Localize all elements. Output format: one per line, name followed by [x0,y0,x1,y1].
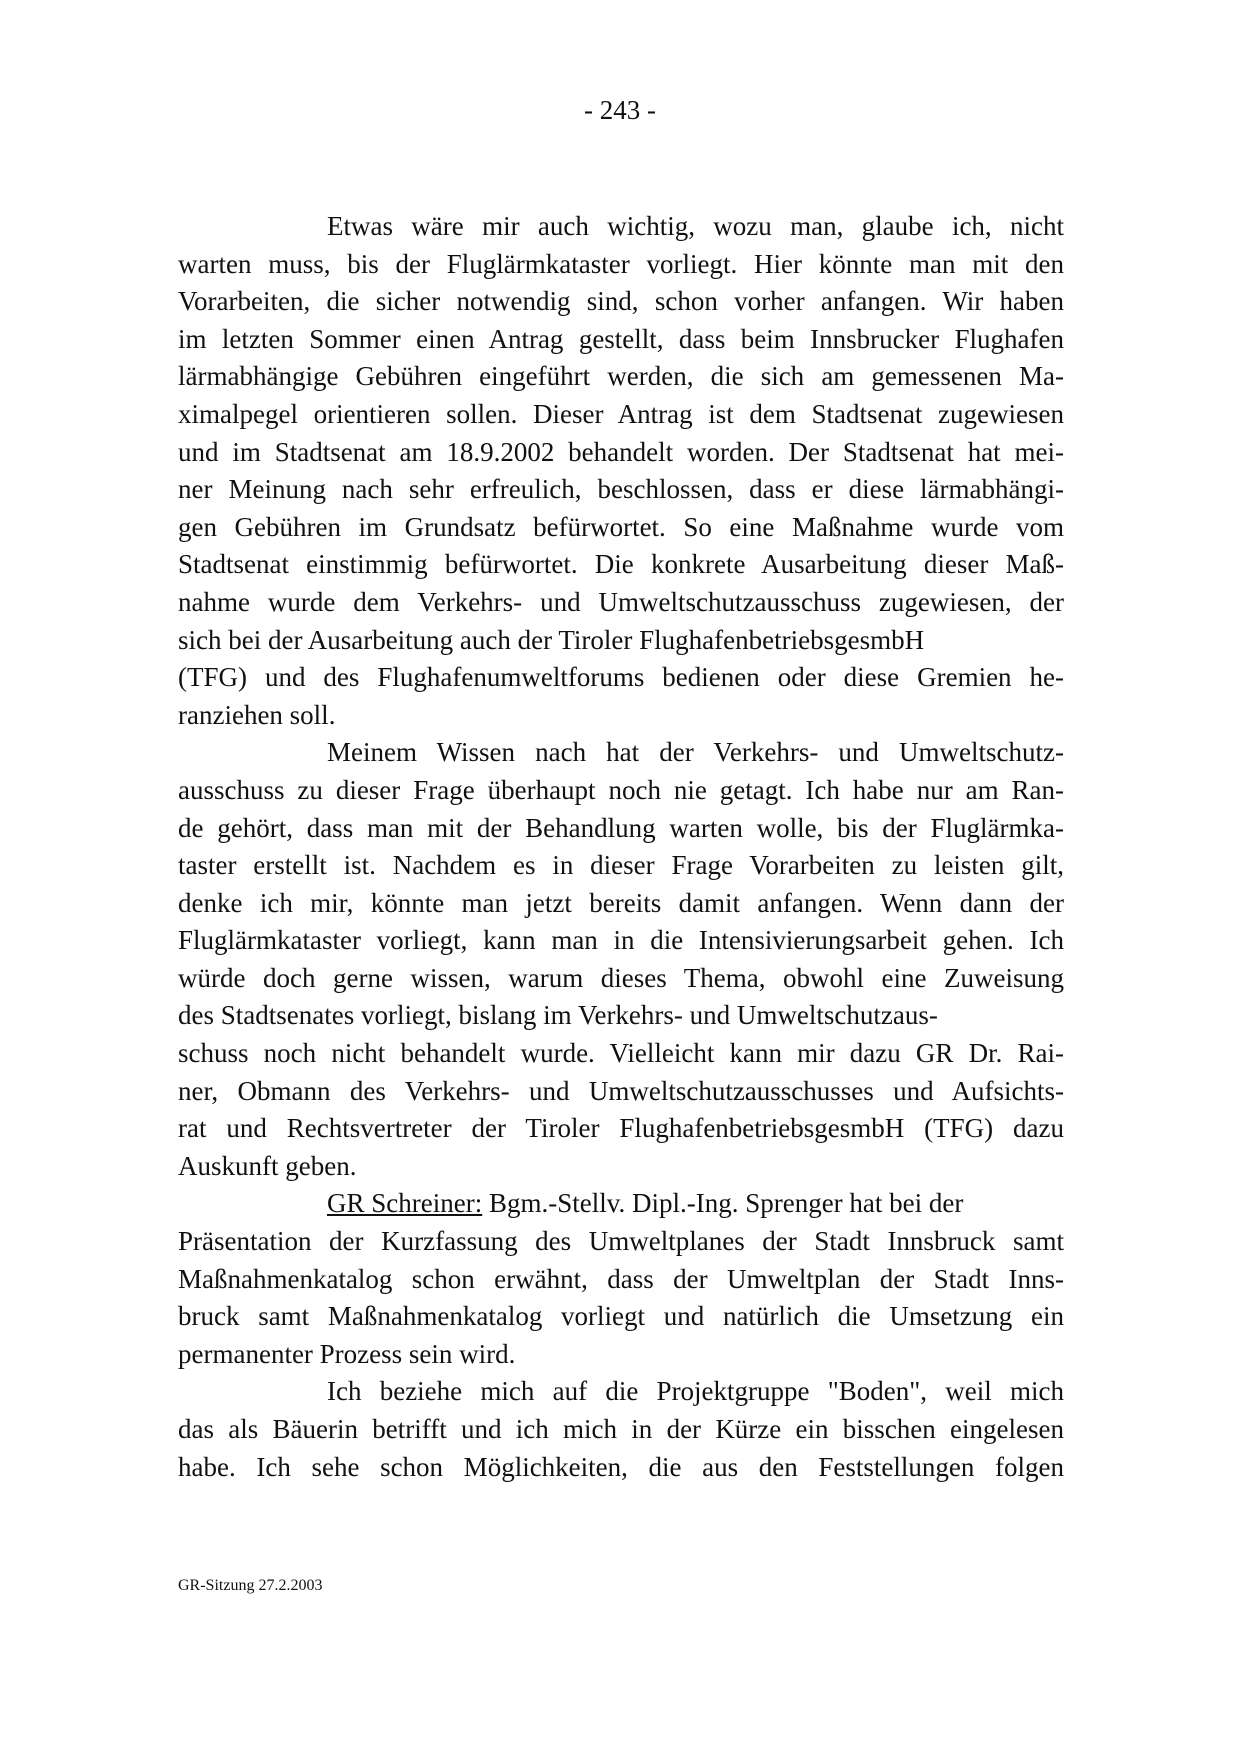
text-line: taster erstellt ist. Nachdem es in dieser Frage Vorarbeiten zu leisten gilt, [178,850,1064,881]
text-line: ner Meinung nach sehr erfreulich, beschlossen, dass er diese lärmabhängi- [178,474,1064,505]
text-line: bruck samt Maßnahmenkatalog vorliegt und natürlich die Umsetzung ein [178,1301,1064,1332]
document-body [178,208,1064,1486]
text-line: das als Bäuerin betrifft und ich mich in der Kürze ein bisschen eingelesen [178,1414,1064,1444]
text-line: würde doch gerne wissen, warum dieses Thema, obwohl eine Zuweisung [178,962,1064,993]
speaker-line [178,1185,1064,1223]
text-line: rat und Rechtsvertreter der Tiroler FlughafenbetriebsgesmbH (TFG) dazu [178,1113,1064,1144]
speaker-name: GR Schreiner: [327,1188,483,1219]
text-line: Maßnahmenkatalog schon erwähnt, dass der Umweltplan der Stadt Inns- [178,1263,1064,1294]
page-footer: GR-Sitzung 27.2.2003 [178,1577,323,1594]
text-line: permanenter Prozess sein wird. [178,1338,516,1369]
text-line: habe. Ich sehe schon Möglichkeiten, die aus den Feststellungen folgen [178,1451,1064,1482]
text-line: Fluglärmkataster vorliegt, kann man in die Intensivierungsarbeit gehen. Ich [178,925,1064,956]
text-line: (TFG) und des Flughafenumweltforums bedienen oder diese Gremien he- [178,662,1064,693]
text-line: ausschuss zu dieser Frage überhaupt noch nie getagt. Ich habe nur am Ran- [178,774,1064,805]
speaker-text: Bgm.-Stellv. Dipl.-Ing. Sprenger hat bei der [488,1188,964,1219]
text-line: ranziehen soll. [178,699,336,730]
text-line: gen Gebühren im Grundsatz befürwortet. So eine Maßnahme wurde vom [178,511,1064,542]
text-line: nahme wurde dem Verkehrs- und Umweltschutzausschuss zugewiesen, der [178,586,1064,617]
text-line: lärmabhängige Gebühren eingeführt werden, die sich am gemessenen Ma- [178,361,1064,392]
text-line: ximalpegel orientieren sollen. Dieser Antrag ist dem Stadtsenat zugewiesen [178,398,1064,429]
text-line: warten muss, bis der Fluglärmkataster vorliegt. Hier könnte man mit den [178,248,1064,279]
text-line: denke ich mir, könnte man jetzt bereits damit anfangen. Wenn dann der [178,887,1064,918]
text-line: Etwas wäre mir auch wichtig, wozu man, glaube ich, nicht [327,211,1064,241]
text-line: Vorarbeiten, die sicher notwendig sind, schon vorher anfangen. Wir haben [178,286,1064,317]
text-line: Präsentation der Kurzfassung des Umweltplanes der Stadt Innsbruck samt [178,1226,1064,1257]
text-line: des Stadtsenates vorliegt, bislang im Verkehrs- und Umweltschutzaus- [178,1000,938,1031]
text-line: Ich beziehe mich auf die Projektgruppe "Boden", weil mich [327,1376,1064,1407]
text-line: ner, Obmann des Verkehrs- und Umweltschutzausschusses und Aufsichts- [178,1075,1064,1106]
page-number: - 243 - [584,95,656,125]
text-line: Auskunft geben. [178,1150,357,1181]
text-line: schuss noch nicht behandelt wurde. Vielleicht kann mir dazu GR Dr. Rai- [178,1038,1064,1069]
text-line: und im Stadtsenat am 18.9.2002 behandelt worden. Der Stadtsenat hat mei- [178,436,1064,467]
text-line: im letzten Sommer einen Antrag gestellt, dass beim Innsbrucker Flughafen [178,323,1064,354]
text-line: sich bei der Ausarbeitung auch der Tiroler FlughafenbetriebsgesmbH [178,624,925,655]
text-line: Stadtsenat einstimmig befürwortet. Die konkrete Ausarbeitung dieser Maß- [178,549,1064,580]
text-line: de gehört, dass man mit der Behandlung warten wolle, bis der Fluglärmka- [178,812,1064,843]
text-line: Meinem Wissen nach hat der Verkehrs- und Umweltschutz- [327,737,1064,768]
